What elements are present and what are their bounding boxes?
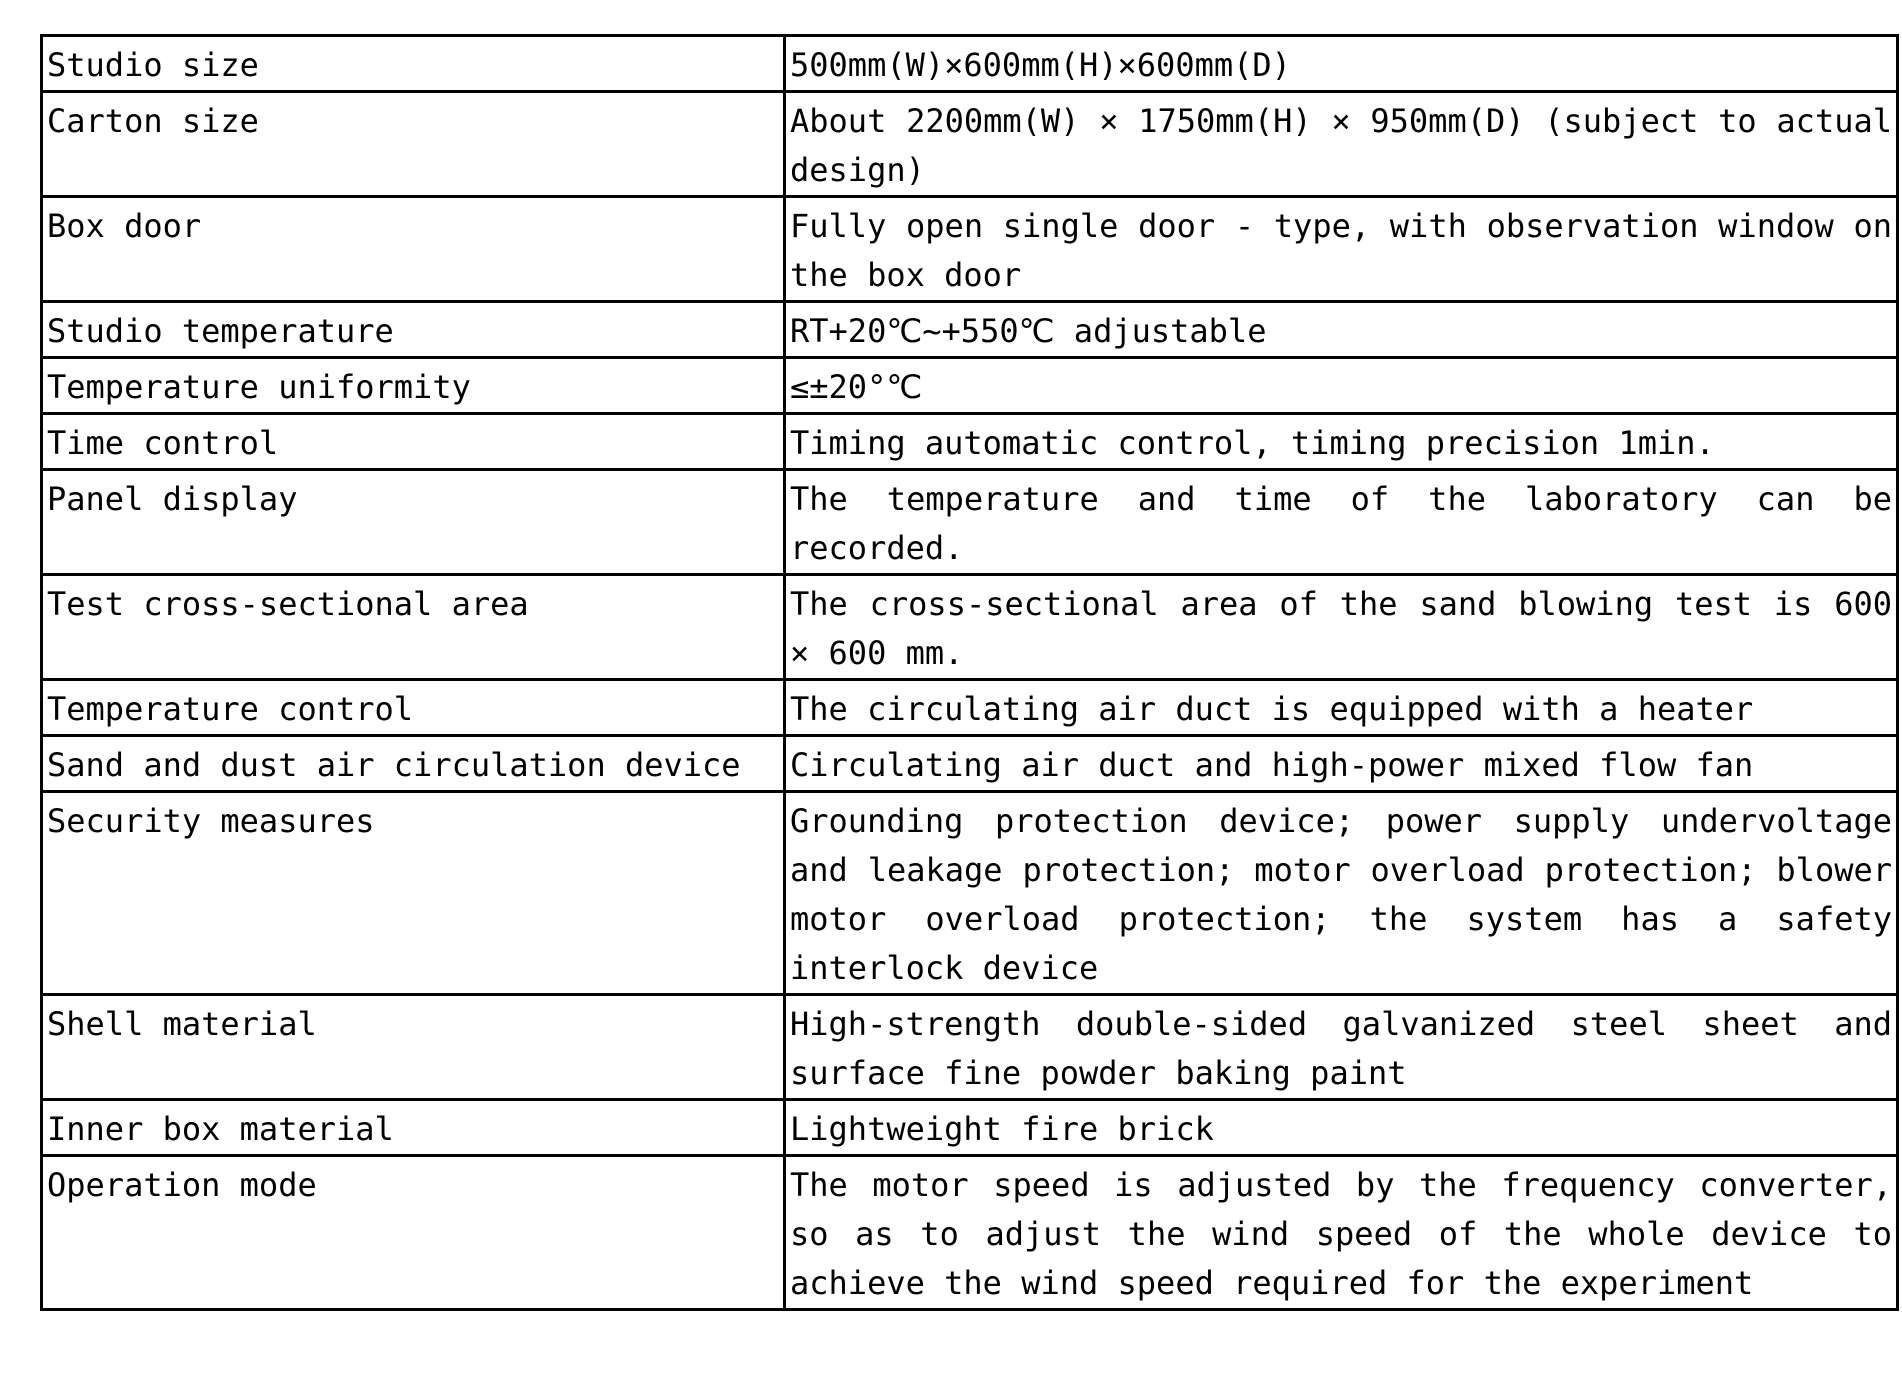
row-label: Studio size	[42, 36, 785, 92]
row-label: Test cross-sectional area	[42, 575, 785, 680]
table-row	[42, 302, 1898, 358]
row-value: Timing automatic control, timing precision 1min.	[785, 414, 1898, 470]
row-value: 500mm(W)×600mm(H)×600mm(D)	[785, 36, 1898, 92]
spec-table	[40, 34, 1899, 1311]
row-label: Inner box material	[42, 1100, 785, 1156]
table-row	[42, 92, 1898, 197]
row-label: Operation mode	[42, 1156, 785, 1310]
table-row	[42, 1100, 1898, 1156]
row-value: RT+20℃~+550℃ adjustable	[785, 302, 1898, 358]
row-label: Security measures	[42, 792, 785, 995]
table-row	[42, 414, 1898, 470]
row-label: Studio temperature	[42, 302, 785, 358]
table-row	[42, 575, 1898, 680]
row-value: Circulating air duct and high-power mixed flow fan	[785, 736, 1898, 792]
table-row	[42, 680, 1898, 736]
row-value: Grounding protection device; power supply undervoltage and leakage protection; motor overload protection; blower motor overload protection; the system has a safety interlock device	[785, 792, 1898, 995]
row-label: Carton size	[42, 92, 785, 197]
table-row	[42, 36, 1898, 92]
row-label: Time control	[42, 414, 785, 470]
row-value: Lightweight fire brick	[785, 1100, 1898, 1156]
row-label: Box door	[42, 197, 785, 302]
row-value: High-strength double-sided galvanized steel sheet and surface fine powder baking paint	[785, 995, 1898, 1100]
row-value: The temperature and time of the laboratory can be recorded.	[785, 470, 1898, 575]
table-row	[42, 358, 1898, 414]
table-row	[42, 995, 1898, 1100]
row-value: About 2200mm(W) × 1750mm(H) × 950mm(D) (subject to actual design)	[785, 92, 1898, 197]
row-label: Temperature control	[42, 680, 785, 736]
row-value: The motor speed is adjusted by the frequency converter, so as to adjust the wind speed of the whole device to achieve the wind speed required for the experiment	[785, 1156, 1898, 1310]
row-value: The circulating air duct is equipped with a heater	[785, 680, 1898, 736]
row-label: Temperature uniformity	[42, 358, 785, 414]
table-row	[42, 197, 1898, 302]
table-row	[42, 792, 1898, 995]
table-row	[42, 470, 1898, 575]
row-label: Panel display	[42, 470, 785, 575]
row-label: Sand and dust air circulation device	[42, 736, 785, 792]
row-value: Fully open single door - type, with observation window on the box door	[785, 197, 1898, 302]
row-label: Shell material	[42, 995, 785, 1100]
row-value: The cross-sectional area of the sand blowing test is 600 × 600 mm.	[785, 575, 1898, 680]
row-value: ≤±20°℃	[785, 358, 1898, 414]
table-row	[42, 1156, 1898, 1310]
table-row	[42, 736, 1898, 792]
